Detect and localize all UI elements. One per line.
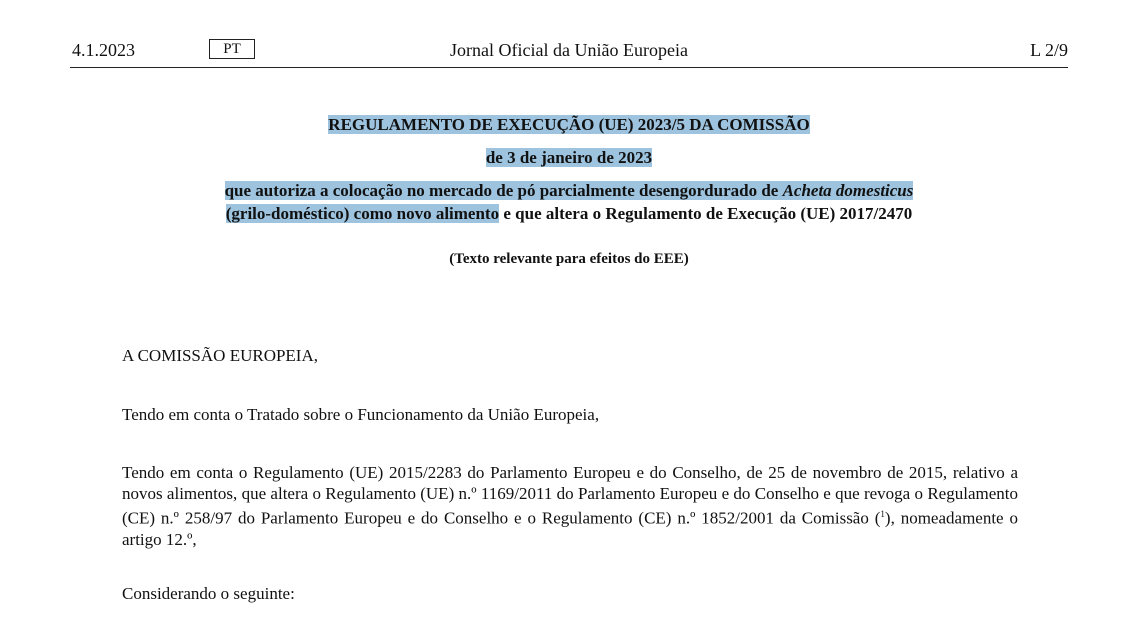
- subject-text: que autoriza a colocação no mercado de pó parcialmente desengordurado de: [224, 181, 783, 200]
- regulation-subject-line-1: [70, 181, 1068, 201]
- paragraph-regulation: [122, 462, 1018, 550]
- paragraph-commission: A COMISSÃO EUROPEIA,: [122, 346, 318, 365]
- regulation-title: [70, 115, 1068, 135]
- journal-title: Jornal Oficial da União Europeia: [450, 40, 688, 60]
- footnote-reference[interactable]: 1: [880, 509, 885, 519]
- subject-highlighted: [225, 181, 914, 200]
- title-line-1: REGULAMENTO DE EXECUÇÃO (UE) 2023/5 DA COMISSÃO: [328, 115, 810, 134]
- paragraph-text: Tendo em conta o Regulamento (UE) 2015/2283 do Parlamento Europeu e do Conselho, de 25 de novembro de 2015, relativo a novos alimentos, que altera o Regulamento (UE) n.º 1169/2011 do Parlamento Europeu e do Conselho e que revoga o Regulamento (CE) n.º 258/97 do Parlamento Europeu e do Conselho e o Regulamento (CE) n.º 1852/2001 da Comissão (: [122, 463, 1018, 528]
- regulation-subject-line-2: [70, 204, 1068, 224]
- eee-note: (Texto relevante para efeitos do EEE): [449, 251, 689, 267]
- paragraph-text-end: ), nomeadamente o artigo 12.º,: [122, 508, 1018, 549]
- header-divider: [70, 67, 1068, 68]
- publication-date: 4.1.2023: [72, 40, 135, 60]
- subject-rest: e que altera o Regulamento de Execução (UE) 2017/2470: [499, 204, 913, 223]
- language-badge: PT: [209, 39, 255, 59]
- regulation-date: [70, 148, 1068, 168]
- page-reference: L 2/9: [1030, 40, 1068, 60]
- paragraph-whereas: Considerando o seguinte:: [122, 584, 295, 603]
- subject-highlighted-2: (grilo-doméstico) como novo alimento: [225, 204, 500, 223]
- species-name: Acheta domesticus: [782, 181, 914, 200]
- paragraph-treaty: Tendo em conta o Tratado sobre o Funcionamento da União Europeia,: [122, 405, 600, 424]
- title-line-2: de 3 de janeiro de 2023: [485, 148, 653, 167]
